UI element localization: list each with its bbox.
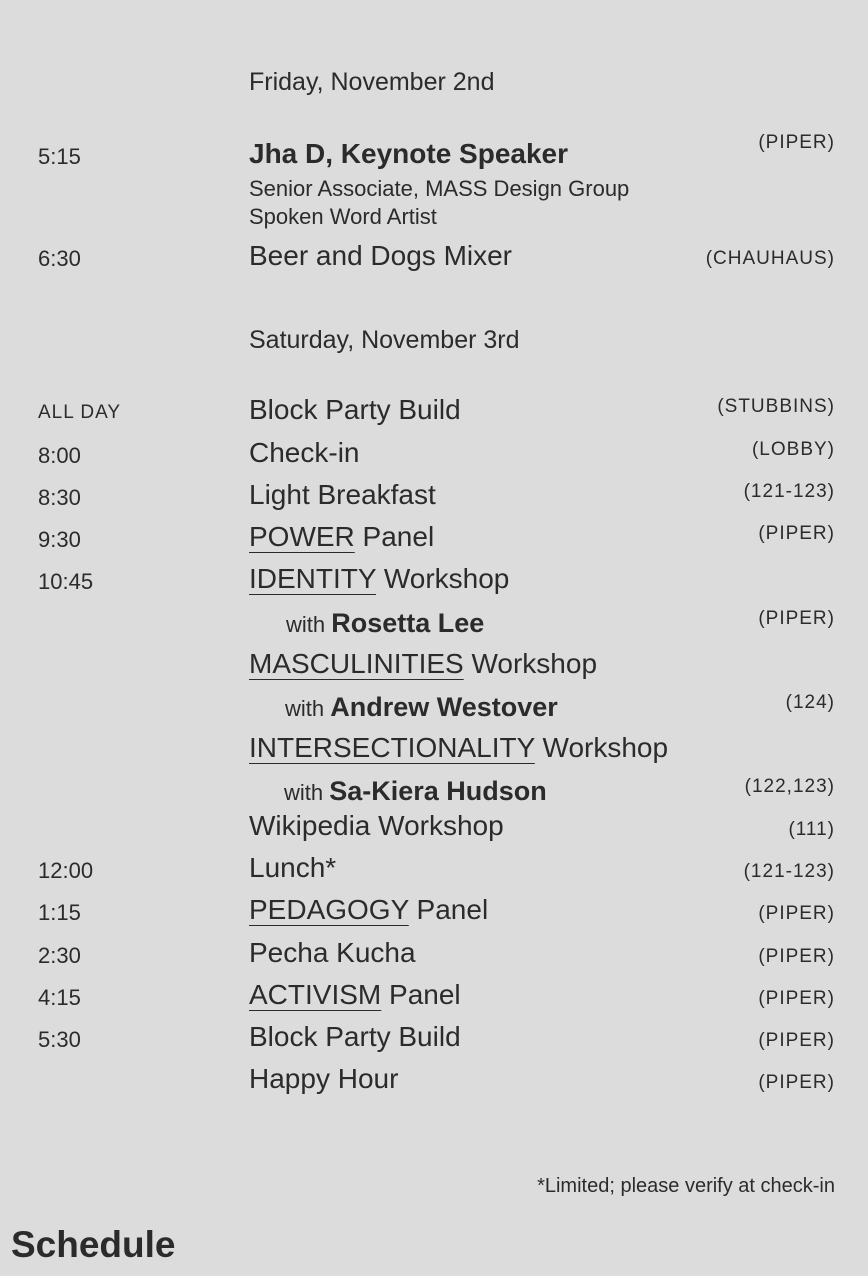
- room-label: (PIPER): [758, 1030, 835, 1051]
- room-label: (CHAUHAUS): [705, 248, 835, 269]
- event-title: [249, 648, 597, 680]
- event-suffix: Panel: [354, 521, 435, 552]
- room-label: (124): [785, 692, 835, 713]
- event-title: Happy Hour: [249, 1063, 399, 1094]
- room-label: (122,123): [744, 776, 835, 797]
- schedule-row: [0, 394, 868, 434]
- event-title: [249, 894, 488, 926]
- room-label: (121-123): [743, 861, 835, 882]
- schedule-row: [0, 437, 868, 477]
- event-suffix: Panel: [408, 894, 489, 925]
- friday-mixer-row: [0, 240, 868, 280]
- keynote-subtitle-role: Senior Associate, MASS Design Group: [249, 176, 630, 201]
- event-title: Block Party Build: [249, 1021, 461, 1052]
- time-label: 8:30: [38, 485, 81, 510]
- schedule-row: [0, 732, 868, 772]
- schedule-row: [0, 1063, 868, 1103]
- room-label: (PIPER): [758, 1072, 835, 1093]
- schedule-row: [0, 648, 868, 688]
- panel-keyword: ACTIVISM: [249, 979, 382, 1010]
- room-label: (PIPER): [758, 608, 835, 629]
- event-title: [249, 563, 509, 595]
- schedule-row: [0, 937, 868, 977]
- room-label: (PIPER): [758, 946, 835, 967]
- facilitator-name: Andrew Westover: [330, 692, 558, 722]
- facilitator-name: Sa-Kiera Hudson: [329, 776, 547, 806]
- schedule-row: [0, 1021, 868, 1061]
- schedule-row: [0, 979, 868, 1019]
- page-title: Schedule: [11, 1224, 176, 1265]
- keynote-title: Jha D, Keynote Speaker: [249, 138, 569, 169]
- event-title: Lunch*: [249, 852, 337, 883]
- room-label: (STUBBINS): [717, 396, 835, 417]
- room-label: (PIPER): [758, 988, 835, 1009]
- time-label: 5:30: [38, 1027, 81, 1052]
- time-label: 8:00: [38, 443, 81, 468]
- room-label: (PIPER): [758, 523, 835, 544]
- schedule-row: [0, 810, 868, 850]
- time-label: 10:45: [38, 569, 94, 594]
- with-label: with: [284, 780, 330, 805]
- schedule-row: [0, 521, 868, 561]
- event-title: Check-in: [249, 437, 360, 468]
- workshop-keyword: INTERSECTIONALITY: [249, 732, 535, 763]
- room-label: (111): [788, 819, 835, 840]
- facilitator-line: [284, 776, 547, 807]
- time-label: 6:30: [38, 246, 81, 271]
- facilitator-row: [0, 774, 868, 814]
- event-title: Pecha Kucha: [249, 937, 416, 968]
- event-suffix: Workshop: [534, 732, 669, 763]
- time-label: 4:15: [38, 985, 81, 1010]
- time-label: 12:00: [38, 858, 94, 883]
- schedule-row: [0, 852, 868, 892]
- event-title: Block Party Build: [249, 394, 461, 425]
- event-suffix: Workshop: [376, 563, 510, 594]
- facilitator-name: Rosetta Lee: [331, 608, 485, 638]
- friday-keynote-row: [0, 132, 868, 178]
- with-label: with: [285, 696, 331, 721]
- event-title: Beer and Dogs Mixer: [249, 240, 513, 271]
- workshop-keyword: IDENTITY: [249, 563, 377, 594]
- event-title: Light Breakfast: [249, 479, 436, 510]
- schedule-row: [0, 894, 868, 934]
- event-title: [249, 521, 434, 553]
- event-suffix: Workshop: [463, 648, 598, 679]
- time-label: 5:15: [38, 144, 81, 169]
- event-title: Wikipedia Workshop: [249, 810, 504, 841]
- panel-keyword: PEDAGOGY: [249, 894, 409, 925]
- friday-heading: Friday, November 2nd: [249, 68, 495, 96]
- event-suffix: Panel: [381, 979, 461, 1010]
- room-label: (PIPER): [758, 132, 835, 153]
- room-label: (PIPER): [758, 903, 835, 924]
- facilitator-row: [0, 690, 868, 730]
- facilitator-line: [286, 608, 484, 639]
- panel-keyword: POWER: [249, 521, 355, 552]
- room-label: (LOBBY): [751, 439, 835, 460]
- room-label: (121-123): [743, 481, 835, 502]
- time-label: 1:15: [38, 900, 81, 925]
- workshop-keyword: MASCULINITIES: [249, 648, 464, 679]
- facilitator-line: [285, 692, 558, 723]
- time-label: 9:30: [38, 527, 81, 552]
- event-title: [249, 732, 668, 764]
- time-label: ALL DAY: [38, 402, 122, 423]
- time-label: 2:30: [38, 943, 81, 968]
- event-title: [249, 979, 461, 1011]
- with-label: with: [286, 612, 332, 637]
- footnote: *Limited; please verify at check-in: [537, 1175, 835, 1197]
- schedule-row: [0, 563, 868, 603]
- schedule-row: [0, 479, 868, 519]
- facilitator-row: [0, 606, 868, 646]
- saturday-heading: Saturday, November 3rd: [249, 326, 520, 354]
- keynote-subtitle-artist: Spoken Word Artist: [249, 204, 437, 229]
